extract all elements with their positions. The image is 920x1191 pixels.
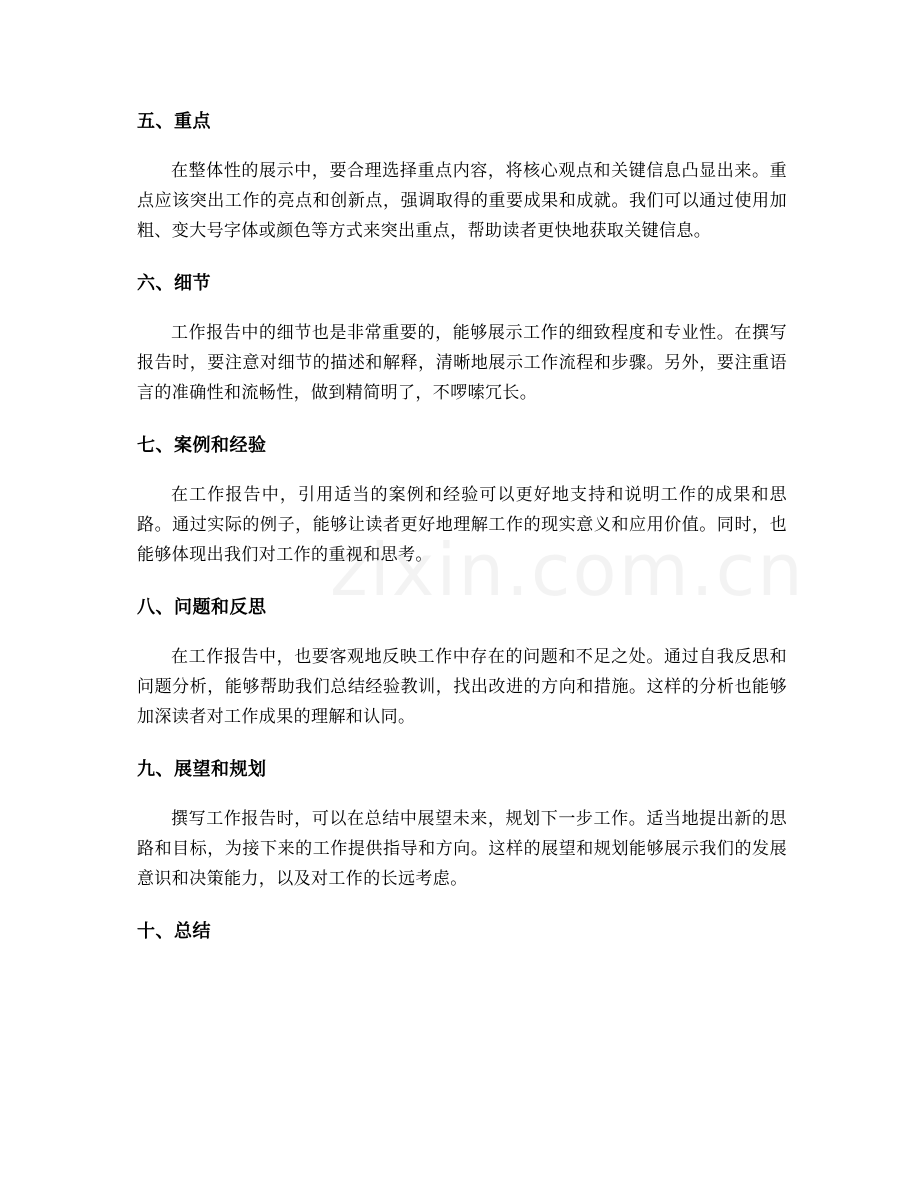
section-heading-7: 七、案例和经验 — [137, 435, 267, 456]
section-body-8: 在工作报告中，也要客观地反映工作中存在的问题和不足之处。通过自我反思和问题分析，能够帮助我们总结经验教训，找出改进的方向和措施。这样的分析也能够加深读者对工作成果的理解和认同。 — [137, 647, 787, 727]
section-body-7: 在工作报告中，引用适当的案例和经验可以更好地支持和说明工作的成果和思路。通过实际的例子，能够让读者更好地理解工作的现实意义和应用价值。同时，也能够体现出我们对工作的重视和思考。 — [137, 485, 787, 565]
section-heading-6: 六、细节 — [137, 273, 211, 294]
section-body-6: 工作报告中的细节也是非常重要的，能够展示工作的细致程度和专业性。在撰写报告时，要注意对细节的描述和解释，清晰地展示工作流程和步骤。另外，要注重语言的准确性和流畅性，做到精简明了，不啰嗦冗长。 — [137, 323, 787, 403]
document-content — [137, 106, 787, 948]
section-heading-10: 十、总结 — [137, 921, 211, 942]
section-body-9: 撰写工作报告时，可以在总结中展望未来，规划下一步工作。适当地提出新的思路和目标，为接下来的工作提供指导和方向。这样的展望和规划能够展示我们的发展意识和决策能力，以及对工作的长远考虑。 — [137, 809, 787, 889]
section-heading-9: 九、展望和规划 — [137, 759, 267, 780]
section-heading-5: 五、重点 — [137, 111, 211, 132]
section-heading-8: 八、问题和反思 — [137, 597, 267, 618]
section-body-5: 在整体性的展示中，要合理选择重点内容，将核心观点和关键信息凸显出来。重点应该突出工作的亮点和创新点，强调取得的重要成果和成就。我们可以通过使用加粗、变大号字体或颜色等方式来突出重点，帮助读者更快地获取关键信息。 — [137, 161, 787, 241]
